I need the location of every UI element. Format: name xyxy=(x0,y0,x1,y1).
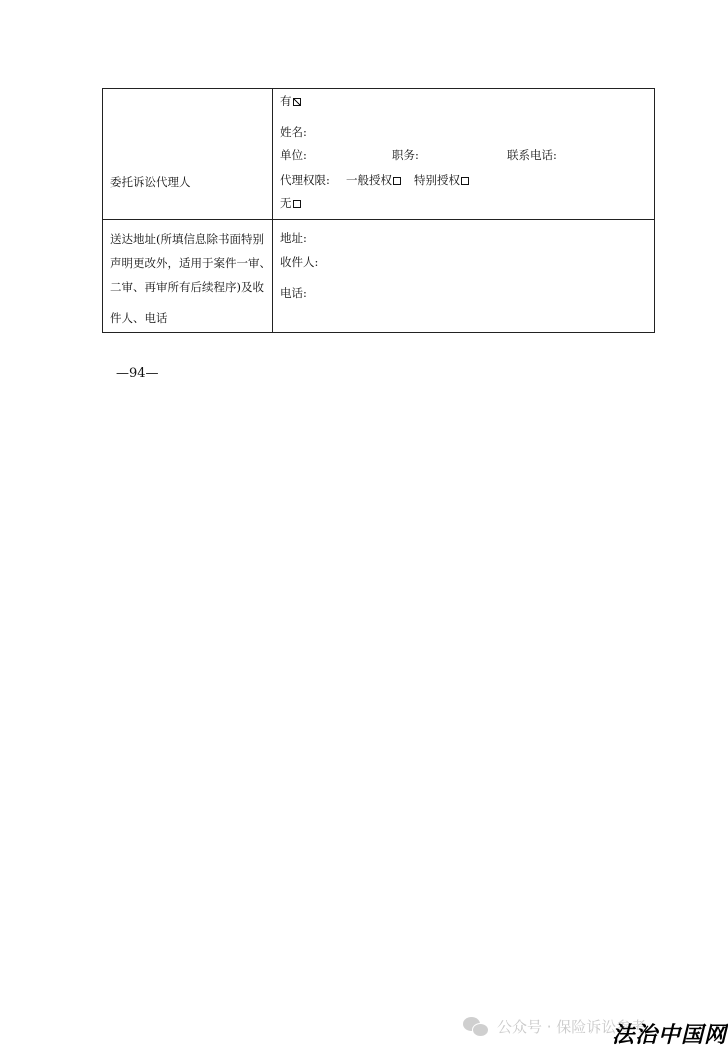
special-auth-label: 特别授权 xyxy=(414,173,460,187)
form-table xyxy=(102,88,655,333)
agent-has-label: 有 xyxy=(280,94,292,108)
general-auth-label: 一般授权 xyxy=(346,173,392,187)
agent-name-label: 姓名: xyxy=(280,125,307,139)
wechat-icon xyxy=(463,1017,489,1037)
recipient-label: 收件人: xyxy=(280,255,319,269)
agent-detail-cell xyxy=(273,89,655,220)
agent-authority-label: 代理权限: xyxy=(280,173,330,187)
agent-none-label: 无 xyxy=(280,196,292,210)
agent-has-checkbox[interactable] xyxy=(293,98,301,106)
special-auth-checkbox[interactable] xyxy=(461,177,469,185)
agent-phone-label: 联系电话: xyxy=(507,148,557,162)
service-address-label-line4: 件人、电话 xyxy=(110,311,168,325)
general-auth-option[interactable] xyxy=(346,173,401,187)
agent-label-cell xyxy=(103,89,273,220)
agent-row xyxy=(103,89,655,220)
service-address-label-line1: 送达地址(所填信息除书面特别 xyxy=(110,232,264,246)
site-logo: 法治中国网 xyxy=(612,1022,728,1048)
service-address-detail-cell xyxy=(273,220,655,333)
address-label: 地址: xyxy=(280,231,307,245)
page-number: —94— xyxy=(116,366,159,381)
service-address-row xyxy=(103,220,655,333)
agent-has-option[interactable] xyxy=(280,94,301,108)
watermark-text: 公众号 · 保险诉讼参考 xyxy=(497,1018,647,1036)
general-auth-checkbox[interactable] xyxy=(393,177,401,185)
service-address-label-cell xyxy=(103,220,273,333)
service-address-label-line3: 二审、再审所有后续程序)及收 xyxy=(110,280,264,294)
agent-label: 委托诉讼代理人 xyxy=(110,175,191,189)
agent-none-option[interactable] xyxy=(280,196,301,210)
service-address-label-line2: 声明更改外，适用于案件一审、 xyxy=(110,256,271,270)
service-phone-label: 电话: xyxy=(280,286,307,300)
agent-none-checkbox[interactable] xyxy=(293,200,301,208)
agent-unit-label: 单位: xyxy=(280,148,307,162)
special-auth-option[interactable] xyxy=(414,173,469,187)
agent-position-label: 职务: xyxy=(392,148,419,162)
